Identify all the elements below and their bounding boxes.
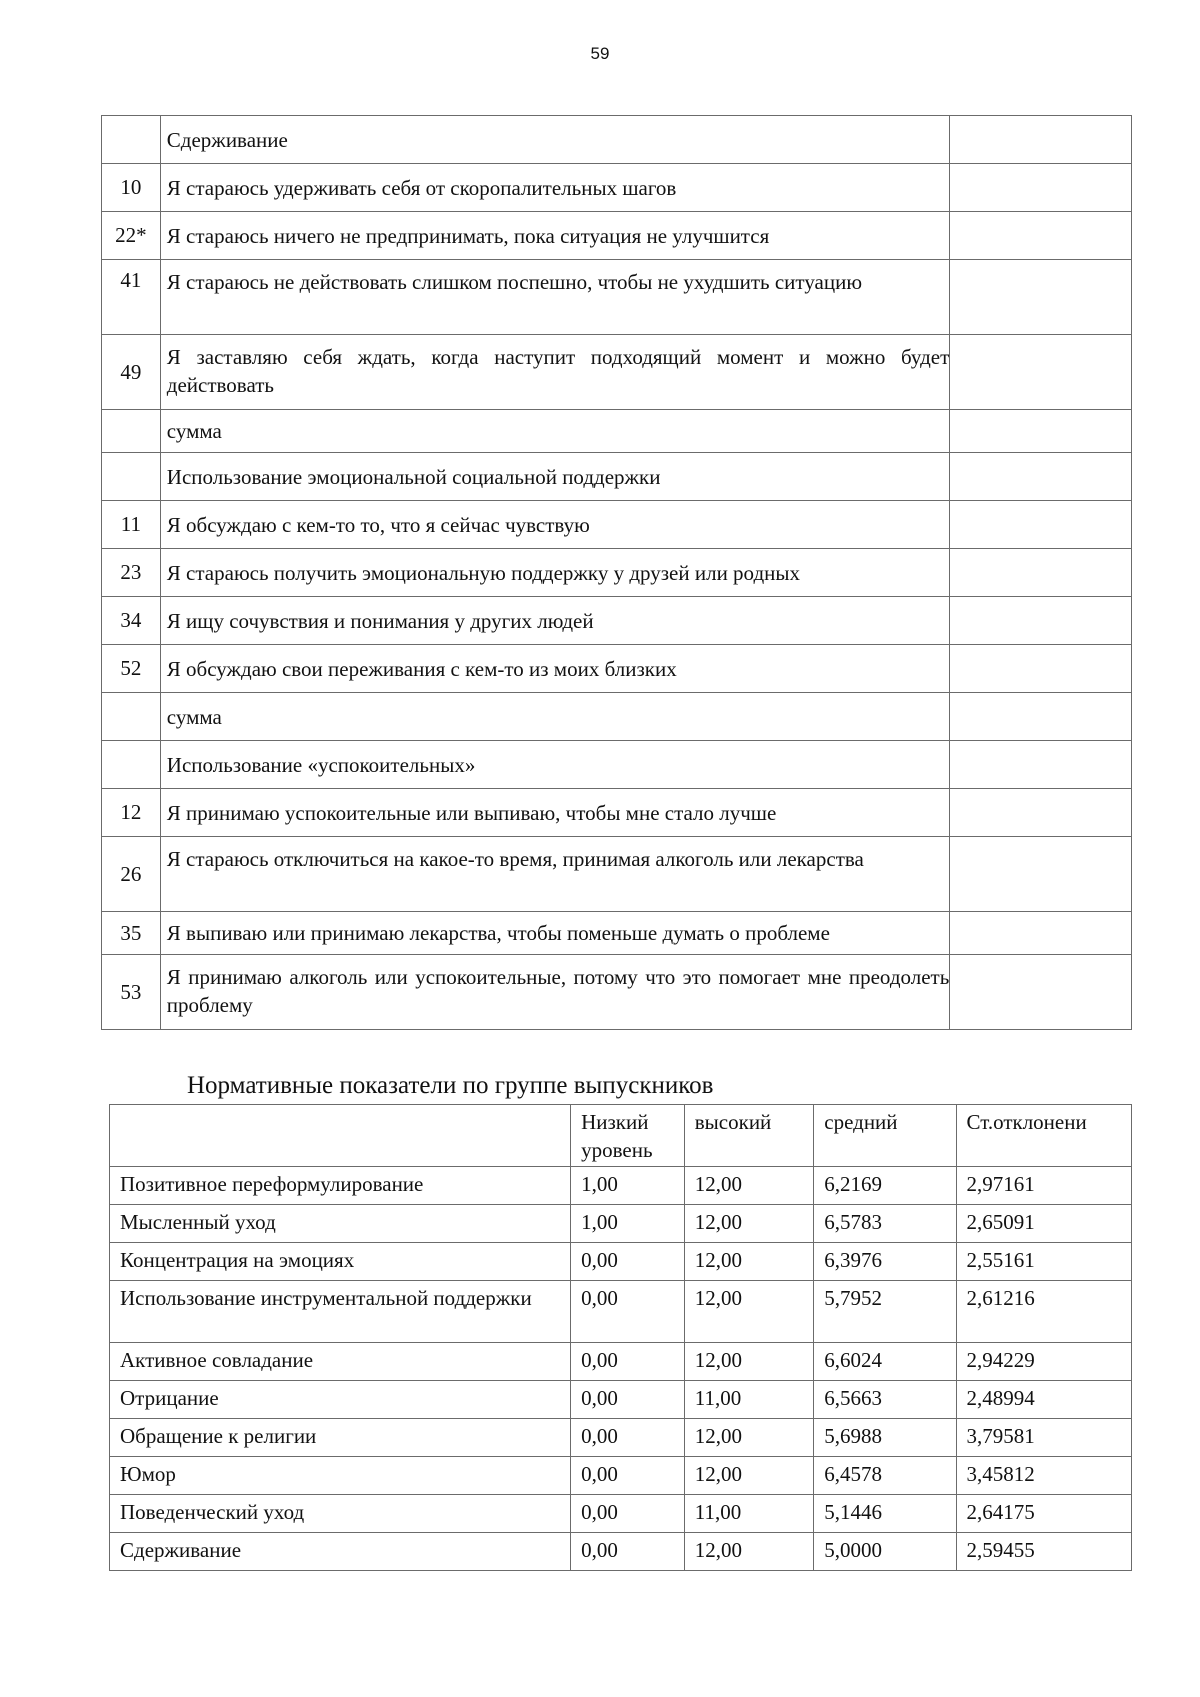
item-text: Я стараюсь отключиться на какое-то время, принимая алкоголь или лекарства: [160, 837, 950, 912]
item-text: Я заставляю себя ждать, когда наступит подходящий момент и можно будет действовать: [160, 335, 950, 410]
low-value: 1,00: [571, 1167, 685, 1205]
low-value: 0,00: [571, 1457, 685, 1495]
high-value: 12,00: [684, 1167, 814, 1205]
scale-name: Позитивное переформулирование: [110, 1167, 571, 1205]
item-number: 35: [102, 912, 161, 955]
table-row: [102, 116, 1132, 164]
scale-name: Отрицание: [110, 1381, 571, 1419]
item-number: 12: [102, 789, 161, 837]
table-row: [102, 837, 1132, 912]
scale-name: Использование инструментальной поддержки: [110, 1281, 571, 1343]
scale-name: Мысленный уход: [110, 1205, 571, 1243]
sd-value: 2,59455: [956, 1533, 1131, 1571]
mean-value: 6,2169: [814, 1167, 956, 1205]
header-cell: средний: [814, 1105, 956, 1167]
table-row: [110, 1381, 1132, 1419]
high-value: 12,00: [684, 1343, 814, 1381]
table-row: [102, 693, 1132, 741]
item-text: Я обсуждаю с кем-то то, что я сейчас чувствую: [160, 501, 950, 549]
table-row: [102, 597, 1132, 645]
high-value: 12,00: [684, 1533, 814, 1571]
scale-name: Сдерживание: [110, 1533, 571, 1571]
item-text: Я ищу сочувствия и понимания у других людей: [160, 597, 950, 645]
mean-value: 5,7952: [814, 1281, 956, 1343]
score-cell: [950, 453, 1132, 501]
table-row: [102, 645, 1132, 693]
score-cell: [950, 164, 1132, 212]
item-text: Использование «успокоительных»: [160, 741, 950, 789]
item-number: [102, 116, 161, 164]
item-text: Я обсуждаю свои переживания с кем-то из моих близких: [160, 645, 950, 693]
low-value: 0,00: [571, 1281, 685, 1343]
score-cell: [950, 741, 1132, 789]
score-cell: [950, 335, 1132, 410]
high-value: 12,00: [684, 1205, 814, 1243]
high-value: 12,00: [684, 1281, 814, 1343]
item-text: Сдерживание: [160, 116, 950, 164]
table-row: [110, 1343, 1132, 1381]
sd-value: 2,64175: [956, 1495, 1131, 1533]
table-row: [102, 453, 1132, 501]
mean-value: 6,5663: [814, 1381, 956, 1419]
item-number: 49: [102, 335, 161, 410]
item-text: Я стараюсь получить эмоциональную поддержку у друзей или родных: [160, 549, 950, 597]
score-cell: [950, 116, 1132, 164]
sd-value: 2,97161: [956, 1167, 1131, 1205]
table-row: [102, 741, 1132, 789]
mean-value: 6,5783: [814, 1205, 956, 1243]
scale-name: Концентрация на эмоциях: [110, 1243, 571, 1281]
sd-value: 3,79581: [956, 1419, 1131, 1457]
item-text: Я стараюсь удерживать себя от скоропалительных шагов: [160, 164, 950, 212]
table-row: [110, 1419, 1132, 1457]
item-number: [102, 741, 161, 789]
table-row: [110, 1243, 1132, 1281]
low-value: 0,00: [571, 1343, 685, 1381]
item-number: 53: [102, 955, 161, 1030]
item-number: [102, 410, 161, 453]
score-cell: [950, 549, 1132, 597]
high-value: 12,00: [684, 1243, 814, 1281]
low-value: 0,00: [571, 1243, 685, 1281]
low-value: 0,00: [571, 1495, 685, 1533]
scale-name: Юмор: [110, 1457, 571, 1495]
score-cell: [950, 789, 1132, 837]
sd-value: 2,55161: [956, 1243, 1131, 1281]
table-row: [110, 1205, 1132, 1243]
page-number: 59: [590, 44, 610, 63]
score-cell: [950, 260, 1132, 335]
score-cell: [950, 693, 1132, 741]
item-text: Я принимаю успокоительные или выпиваю, чтобы мне стало лучше: [160, 789, 950, 837]
score-cell: [950, 645, 1132, 693]
table-row: [102, 335, 1132, 410]
table-row: [102, 789, 1132, 837]
item-text: Я стараюсь не действовать слишком поспешно, чтобы не ухудшить ситуацию: [160, 260, 950, 335]
header-cell: [110, 1105, 571, 1167]
item-number: 52: [102, 645, 161, 693]
item-number: 11: [102, 501, 161, 549]
item-text: Использование эмоциональной социальной поддержки: [160, 453, 950, 501]
table-row: [110, 1281, 1132, 1343]
table-row: [102, 410, 1132, 453]
header-cell: высокий: [684, 1105, 814, 1167]
score-cell: [950, 212, 1132, 260]
mean-value: 6,3976: [814, 1243, 956, 1281]
scale-name: Активное совладание: [110, 1343, 571, 1381]
item-text: Я стараюсь ничего не предпринимать, пока ситуация не улучшится: [160, 212, 950, 260]
coping-items-table: [101, 115, 1132, 1030]
low-value: 0,00: [571, 1533, 685, 1571]
low-value: 0,00: [571, 1381, 685, 1419]
table-row: [110, 1457, 1132, 1495]
item-number: [102, 453, 161, 501]
table-row: [102, 501, 1132, 549]
sd-value: 2,61216: [956, 1281, 1131, 1343]
item-number: 10: [102, 164, 161, 212]
table-row: [102, 212, 1132, 260]
item-number: 26: [102, 837, 161, 912]
score-cell: [950, 597, 1132, 645]
table-row: [102, 549, 1132, 597]
item-number: [102, 693, 161, 741]
header-cell: Ст.отклонени: [956, 1105, 1131, 1167]
item-number: 41: [102, 260, 161, 335]
item-text: сумма: [160, 693, 950, 741]
norms-table: [109, 1104, 1132, 1571]
header-cell: Низкий уровень: [571, 1105, 685, 1167]
score-cell: [950, 912, 1132, 955]
mean-value: 5,1446: [814, 1495, 956, 1533]
item-text: Я принимаю алкоголь или успокоительные, потому что это помогает мне преодолеть проблему: [160, 955, 950, 1030]
sd-value: 2,94229: [956, 1343, 1131, 1381]
table-row: [110, 1167, 1132, 1205]
low-value: 1,00: [571, 1205, 685, 1243]
norms-table-title: Нормативные показатели по группе выпускников: [187, 1072, 714, 1099]
table-row: [110, 1495, 1132, 1533]
item-number: 23: [102, 549, 161, 597]
scale-name: Поведенческий уход: [110, 1495, 571, 1533]
high-value: 12,00: [684, 1419, 814, 1457]
score-cell: [950, 410, 1132, 453]
table-row: [102, 260, 1132, 335]
mean-value: 6,4578: [814, 1457, 956, 1495]
mean-value: 6,6024: [814, 1343, 956, 1381]
table-row: [102, 912, 1132, 955]
table-header-row: [110, 1105, 1132, 1167]
item-number: 34: [102, 597, 161, 645]
item-text: сумма: [160, 410, 950, 453]
table-row: [110, 1533, 1132, 1571]
score-cell: [950, 501, 1132, 549]
high-value: 12,00: [684, 1457, 814, 1495]
table-row: [102, 164, 1132, 212]
item-number: 22*: [102, 212, 161, 260]
scale-name: Обращение к религии: [110, 1419, 571, 1457]
sd-value: 3,45812: [956, 1457, 1131, 1495]
sd-value: 2,65091: [956, 1205, 1131, 1243]
mean-value: 5,6988: [814, 1419, 956, 1457]
score-cell: [950, 955, 1132, 1030]
mean-value: 5,0000: [814, 1533, 956, 1571]
sd-value: 2,48994: [956, 1381, 1131, 1419]
score-cell: [950, 837, 1132, 912]
table-row: [102, 955, 1132, 1030]
item-text: Я выпиваю или принимаю лекарства, чтобы поменьше думать о проблеме: [160, 912, 950, 955]
high-value: 11,00: [684, 1495, 814, 1533]
low-value: 0,00: [571, 1419, 685, 1457]
high-value: 11,00: [684, 1381, 814, 1419]
